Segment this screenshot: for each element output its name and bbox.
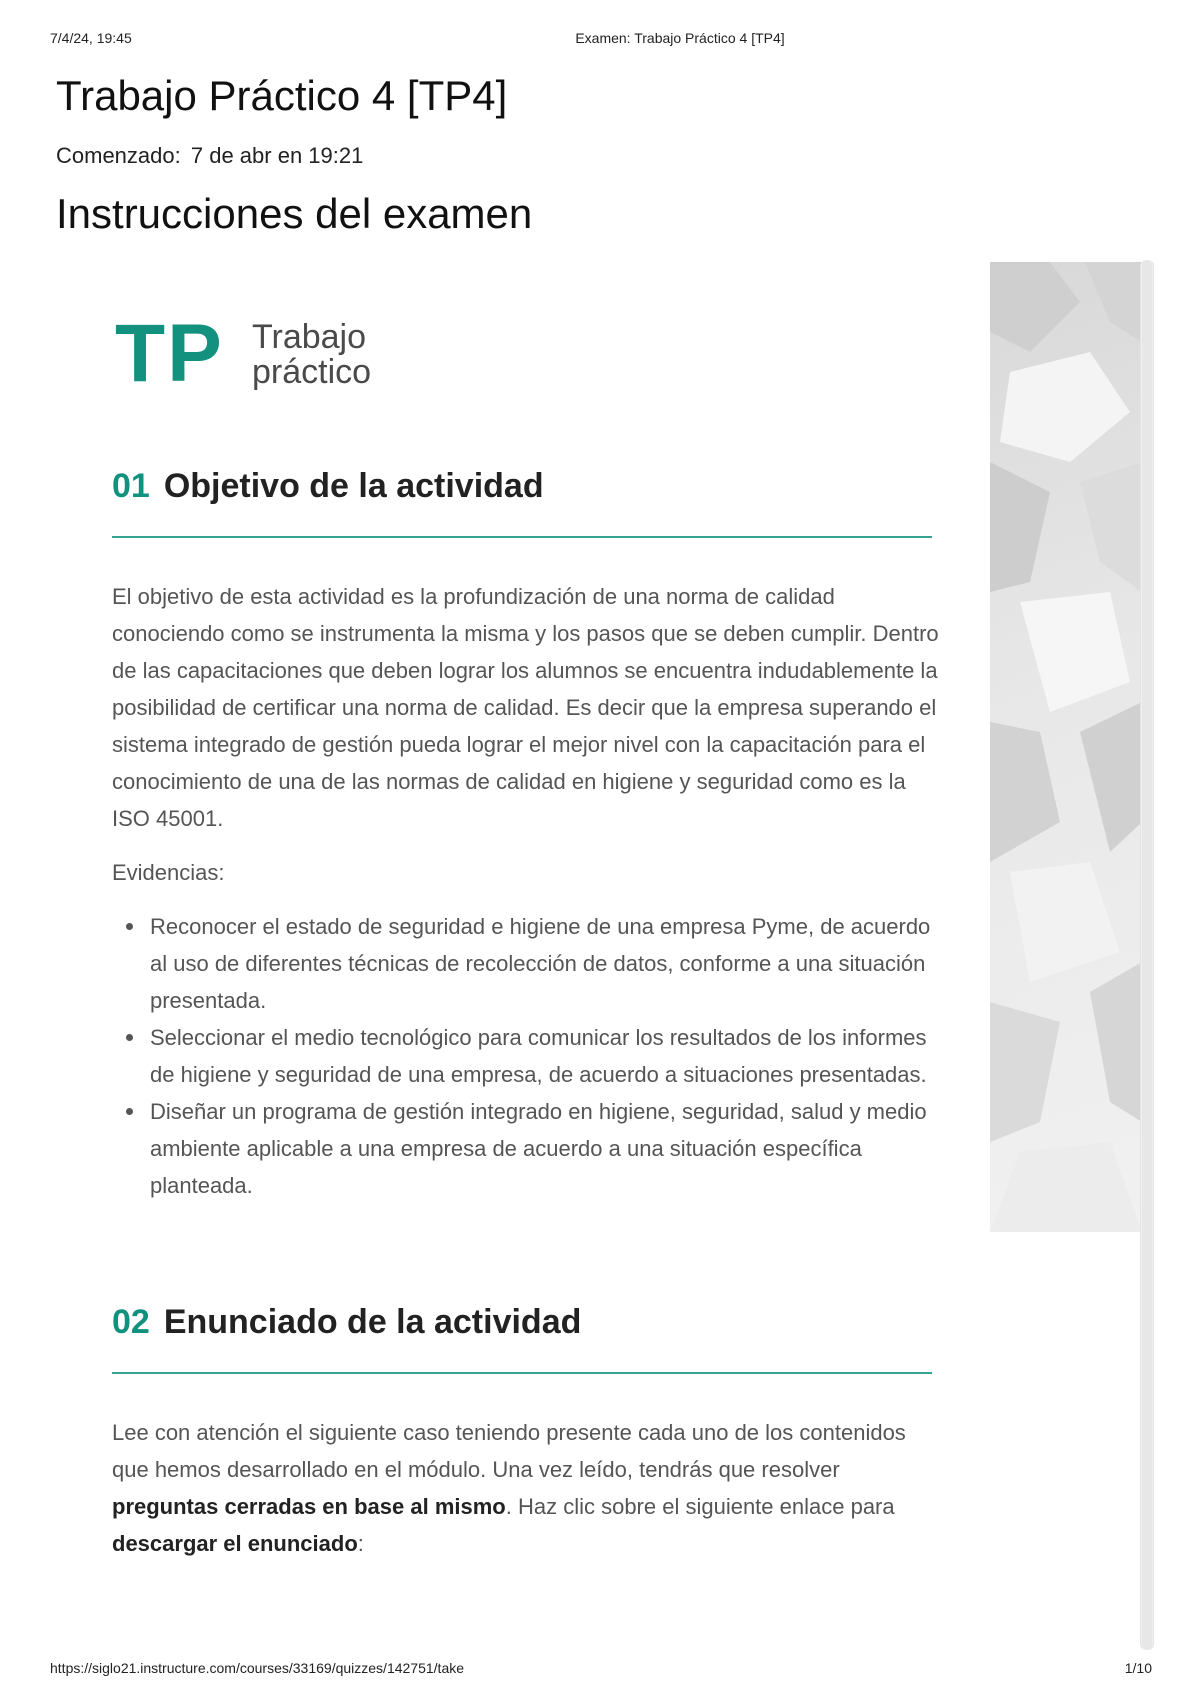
- print-page-number: 1/10: [1124, 1660, 1152, 1676]
- print-doc-title: Examen: Trabajo Práctico 4 [TP4]: [575, 30, 785, 46]
- section-title: Objetivo de la actividad: [163, 467, 544, 505]
- evidence-label: Evidencias:: [112, 860, 225, 885]
- list-item: Seleccionar el medio tecnológico para comunicar los resultados de los informes de higiene y seguridad de una empresa, de acuerdo a situaciones presentadas.: [112, 1019, 942, 1093]
- started-value: 7 de abr en 19:21: [190, 143, 364, 168]
- scrollbar-thumb[interactable]: [1142, 260, 1152, 1650]
- section-heading-objetivo: [112, 466, 932, 506]
- enunciado-text-1: Lee con atención el siguiente caso teniendo presente cada uno de los contenidos que hemos desarrollado en el módulo. Una vez leído, tendrás que resolver: [112, 1420, 906, 1482]
- tp-logo: [115, 308, 415, 399]
- instructions-title: Instrucciones del examen: [56, 190, 533, 237]
- enunciado-paragraph: [112, 1414, 942, 1562]
- tp-logo-letters: TP: [115, 308, 224, 399]
- decorative-side-image: [990, 262, 1142, 1232]
- objective-paragraph: El objetivo de esta actividad es la profundización de una norma de calidad conociendo como se instrumenta la misma y los pasos que se deben cumplir. Dentro de las capacitaciones que deben lograr los alumnos se encuentra indudablemente la posibilidad de certificar una norma de calidad. Es decir que la empresa superando el sistema integrado de gestión pueda lograr el mejor nivel con la capacitación para el conocimiento de una de las normas de calidad en higiene y seguridad como es la ISO 45001.: [112, 584, 939, 831]
- tp-logo-word2: práctico: [252, 353, 372, 391]
- section-title: Enunciado de la actividad: [163, 1303, 582, 1341]
- list-item: Diseñar un programa de gestión integrado en higiene, seguridad, salud y medio ambiente aplicable a una empresa de acuerdo a una situación específica planteada.: [112, 1093, 942, 1204]
- list-item: Reconocer el estado de seguridad e higiene de una empresa Pyme, de acuerdo al uso de diferentes técnicas de recolección de datos, conforme a una situación presentada.: [112, 908, 942, 1019]
- section-heading-enunciado: [112, 1302, 932, 1342]
- print-header: [0, 30, 1200, 50]
- page-title: Trabajo Práctico 4 [TP4]: [56, 72, 508, 119]
- section-divider: [112, 1372, 932, 1374]
- tp-logo-word1: Trabajo: [252, 318, 367, 356]
- print-footer: [0, 1660, 1200, 1680]
- section-number: 01: [112, 467, 150, 505]
- print-url: https://siglo21.instructure.com/courses/33169/quizzes/142751/take: [50, 1660, 465, 1676]
- started-label: Comenzado:: [56, 143, 181, 168]
- print-date: 7/4/24, 19:45: [50, 30, 132, 46]
- section-divider: [112, 536, 932, 538]
- enunciado-bold-2: descargar el enunciado: [112, 1531, 358, 1556]
- enunciado-bold-1: preguntas cerradas en base al mismo: [112, 1494, 506, 1519]
- enunciado-text-2: . Haz clic sobre el siguiente enlace para: [505, 1494, 895, 1519]
- started-info: [56, 143, 363, 169]
- evidence-list: [112, 908, 942, 1204]
- scrollbar[interactable]: [1140, 260, 1154, 1650]
- section-number: 02: [112, 1303, 150, 1341]
- decorative-pattern: [990, 262, 1142, 1232]
- enunciado-text-3: :: [357, 1531, 364, 1556]
